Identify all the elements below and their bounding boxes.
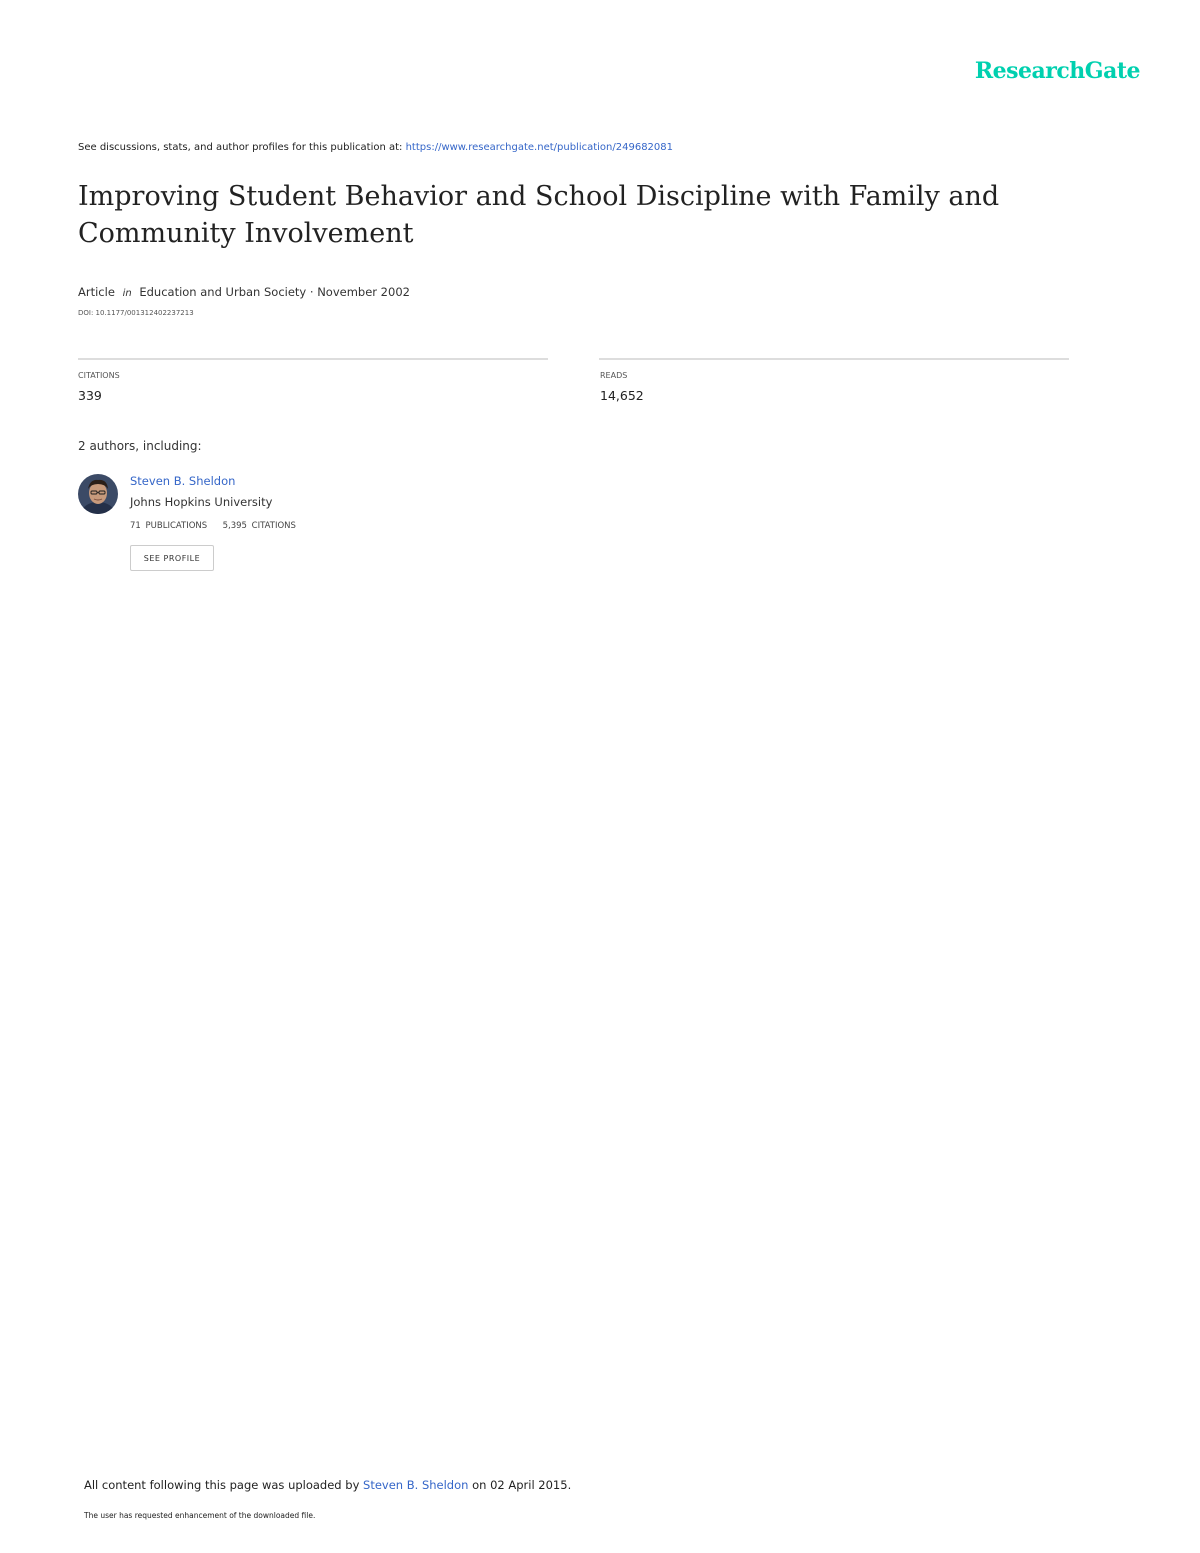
uploader-link[interactable]: Steven B. Sheldon [363,1478,469,1492]
author-stats [130,521,296,531]
author-institution: Johns Hopkins University [130,495,273,509]
author-citations-label: CITATIONS [251,521,296,531]
date-separator: · [309,285,314,299]
publication-meta [78,285,410,299]
author-name-link[interactable]: Steven B. Sheldon [130,474,236,488]
author-photo-icon [78,474,118,514]
author-publications-count: 71 [130,521,141,531]
reads-divider [599,358,1069,360]
see-discussions-text: See discussions, stats, and author profiles for this publication at: [78,142,403,153]
see-profile-button[interactable]: SEE PROFILE [130,545,214,571]
reads-label: READS [600,371,628,380]
author-avatar[interactable] [78,474,118,514]
authors-heading: 2 authors, including: [78,439,202,453]
citations-divider [78,358,548,360]
author-citations-count: 5,395 [222,521,247,531]
author-publications-label: PUBLICATIONS [145,521,208,531]
in-label: in [122,288,132,299]
upload-notice [84,1478,571,1492]
publication-title: Improving Student Behavior and School Discipline with Family and Community Involvement [78,181,1000,249]
article-type: Article [78,285,115,299]
publication-date: November 2002 [317,285,410,299]
reads-value: 14,652 [600,388,644,403]
upload-suffix: on 02 April 2015. [472,1478,572,1492]
journal-name: Education and Urban Society [139,285,307,299]
publication-url-link[interactable]: https://www.researchgate.net/publication/249682081 [405,142,674,153]
see-discussions-line [78,142,673,153]
upload-prefix: All content following this page was uploaded by [84,1478,360,1492]
doi: DOI: 10.1177/001312402237213 [78,309,194,317]
citations-value: 339 [78,388,102,403]
researchgate-logo[interactable]: ResearchGate [974,58,1140,84]
citations-label: CITATIONS [78,371,120,380]
enhancement-note: The user has requested enhancement of the downloaded file. [84,1511,316,1520]
